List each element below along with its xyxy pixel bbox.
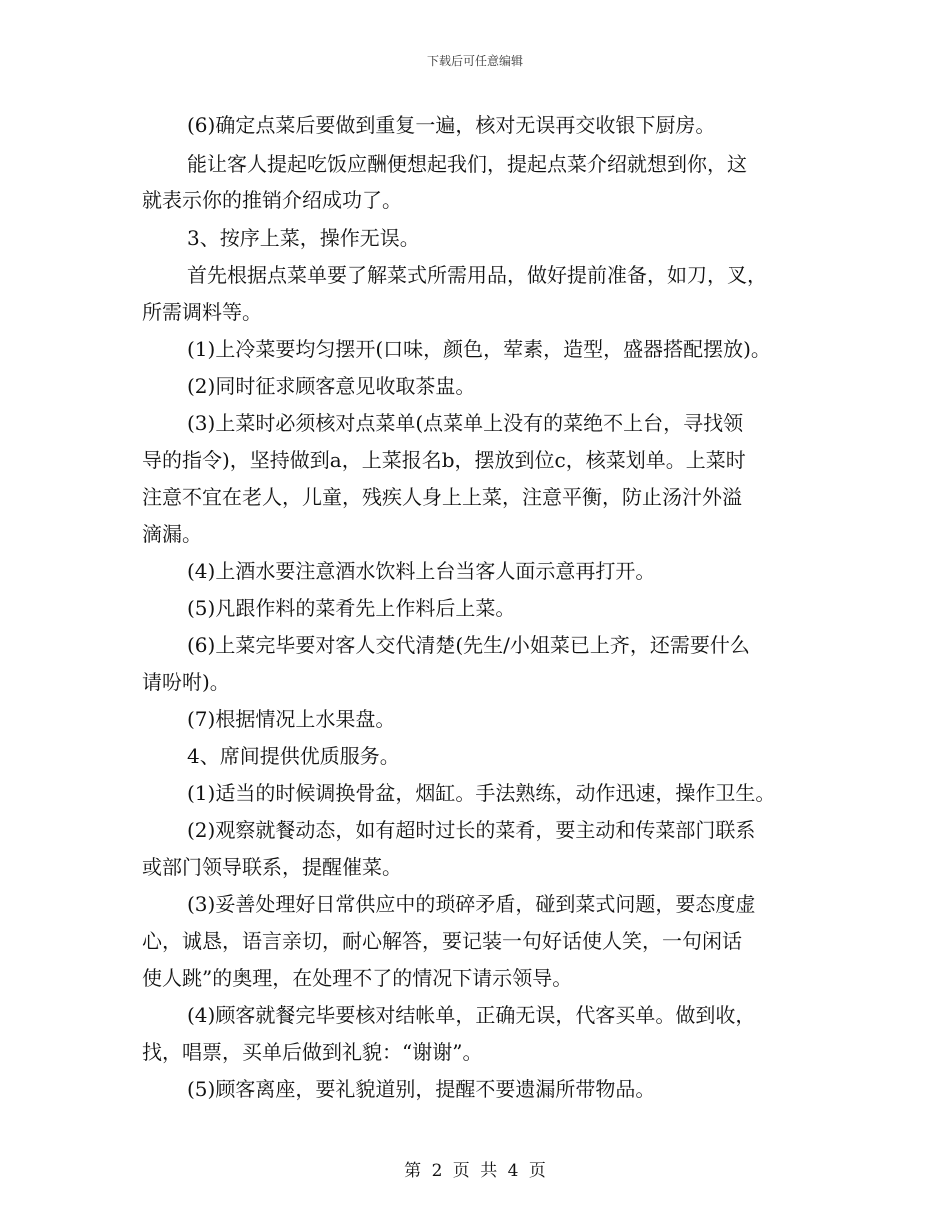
text-line: (2)观察就餐动态，如有超时过长的菜肴，要主动和传菜部门联系 [187,818,756,842]
text-line: (2)同时征求顾客意见收取茶盅。 [187,374,476,398]
page-footer: 第 2 页 共 4 页 [404,1161,546,1181]
text-line: 导的指令)，坚持做到a，上菜报名b，摆放到位c，核菜划单。上菜时 [142,448,746,472]
text-line: (5)凡跟作料的菜肴先上作料后上菜。 [187,596,516,620]
text-line: 首先根据点菜单要了解菜式所需用品，做好提前准备，如刀，叉， [187,263,767,287]
text-line: 就表示你的推销介绍成功了。 [142,188,402,212]
section-heading: 3、按序上菜，操作无误。 [187,226,420,250]
text-line: 心，诚恳，语言亲切，耐心解答，要记装一句好话使人笑，一句闲话 [142,929,742,953]
text-line: (1)适当的时候调换骨盆，烟缸。手法熟练，动作迅速，操作卫生。 [187,781,776,805]
text-line: 滴漏。 [142,522,202,546]
text-line: (3)妥善处理好日常供应中的琐碎矛盾，碰到菜式问题，要态度虚 [187,892,756,916]
text-line: 或部门领导联系，提醒催菜。 [142,855,402,879]
text-line: 所需调料等。 [142,300,262,324]
text-line: 请吩咐)。 [142,670,230,694]
text-line: (5)顾客离座，要礼貌道别，提醒不要遗漏所带物品。 [187,1077,656,1101]
text-line: (4)上酒水要注意酒水饮料上台当客人面示意再打开。 [187,559,656,583]
text-line: (7)根据情况上水果盘。 [187,707,396,731]
text-line: (6)确定点菜后要做到重复一遍，核对无误再交收银下厨房。 [187,113,716,137]
text-line: 使人跳”的奥理，在处理不了的情况下请示领导。 [142,966,573,990]
text-line: (4)顾客就餐完毕要核对结帐单，正确无误，代客买单。做到收， [187,1003,756,1027]
page-header: 下载后可任意编辑 [426,54,523,68]
text-line: (6)上菜完毕要对客人交代清楚(先生/小姐菜已上齐，还需要什么 [187,633,750,657]
text-line: (3)上菜时必须核对点菜单(点菜单上没有的菜绝不上台，寻找领 [187,411,744,435]
text-line: (1)上冷菜要均匀摆开(口味，颜色，荤素，造型，盛器搭配摆放)。 [187,337,771,361]
text-line: 注意不宜在老人，儿童，残疾人身上上菜，注意平衡，防止汤汁外溢 [142,485,742,509]
section-heading: 4、席间提供优质服务。 [187,744,400,768]
text-line: 找，唱票，买单后做到礼貌：“谢谢”。 [142,1040,483,1064]
text-line: 能让客人提起吃饭应酬便想起我们，提起点菜介绍就想到你，这 [187,152,747,176]
